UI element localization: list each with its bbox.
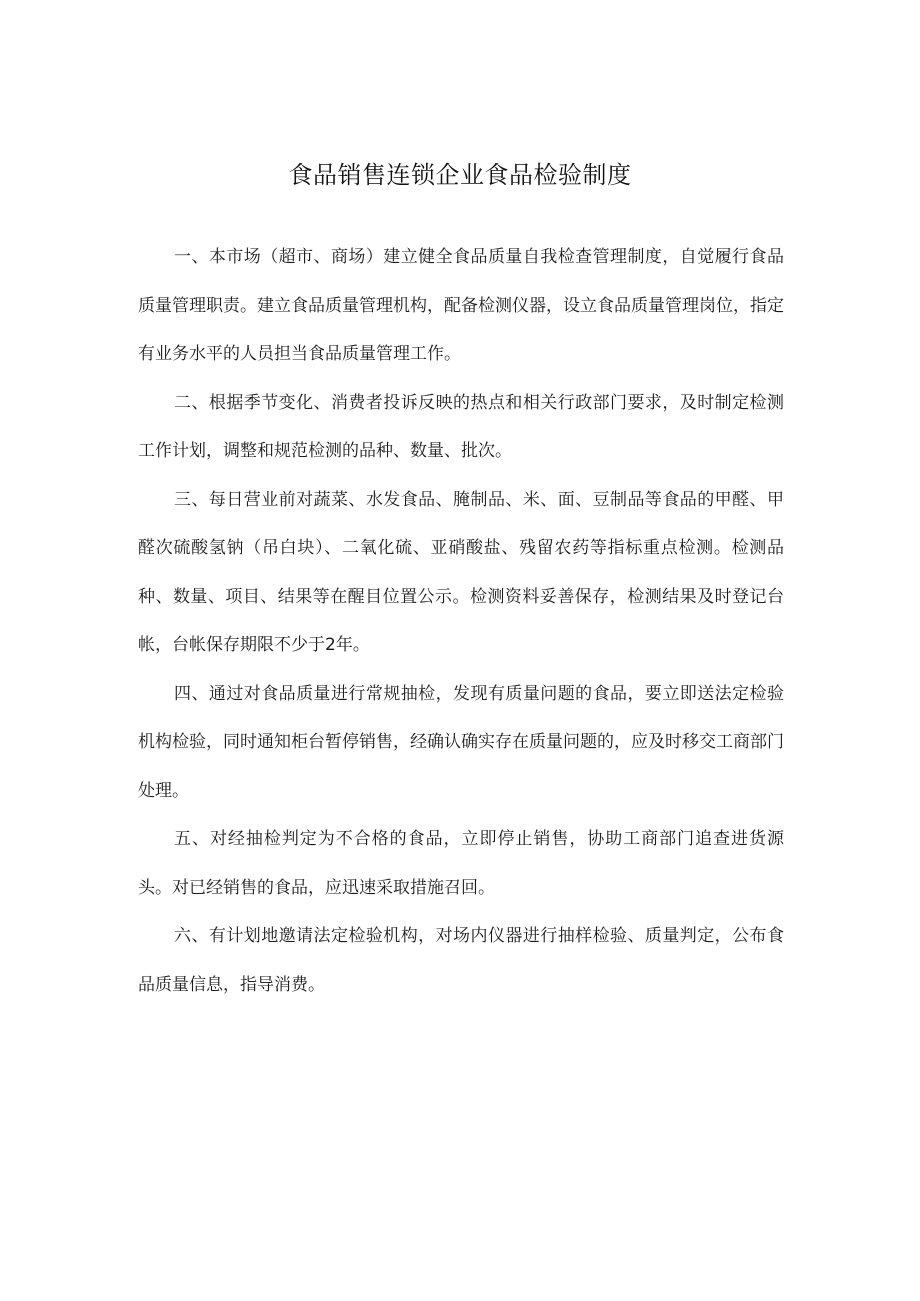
document-title: 食品销售连锁企业食品检验制度 xyxy=(288,161,632,189)
paragraph-6: 六、有计划地邀请法定检验机构，对场内仪器进行抽样检验、质量判定，公布食品质量信息，指导消费。 xyxy=(138,926,784,995)
paragraph-2: 二、根据季节变化、消费者投诉反映的热点和相关行政部门要求，及时制定检测工作计划，调整和规范检测的品种、数量、批次。 xyxy=(138,392,784,461)
document-body xyxy=(138,233,784,1009)
paragraph-3: 三、每日营业前对蔬菜、水发食品、腌制品、米、面、豆制品等食品的甲醛、甲醛次硫酸氢钠（吊白块）、二氧化硫、亚硝酸盐、残留农药等指标重点检测。检测品种、数量、项目、结果等在醒目位置公示。检测资料妥善保存，检测结果及时登记台帐，台帐保存期限不少于2年。 xyxy=(138,489,784,655)
paragraph-4: 四、通过对食品质量进行常规抽检，发现有质量问题的食品，要立即送法定检验机构检验，同时通知柜台暂停销售，经确认确实存在质量问题的，应及时移交工商部门处理。 xyxy=(138,683,784,801)
paragraph-1: 一、本市场（超市、商场）建立健全食品质量自我检查管理制度，自觉履行食品质量管理职责。建立食品质量管理机构，配备检测仪器，设立食品质量管理岗位，指定有业务水平的人员担当食品质量管理工作。 xyxy=(138,247,784,364)
paragraph-5: 五、对经抽检判定为不合格的食品，立即停止销售，协助工商部门追查进货源头。对已经销售的食品，应迅速采取措施召回。 xyxy=(138,829,784,898)
